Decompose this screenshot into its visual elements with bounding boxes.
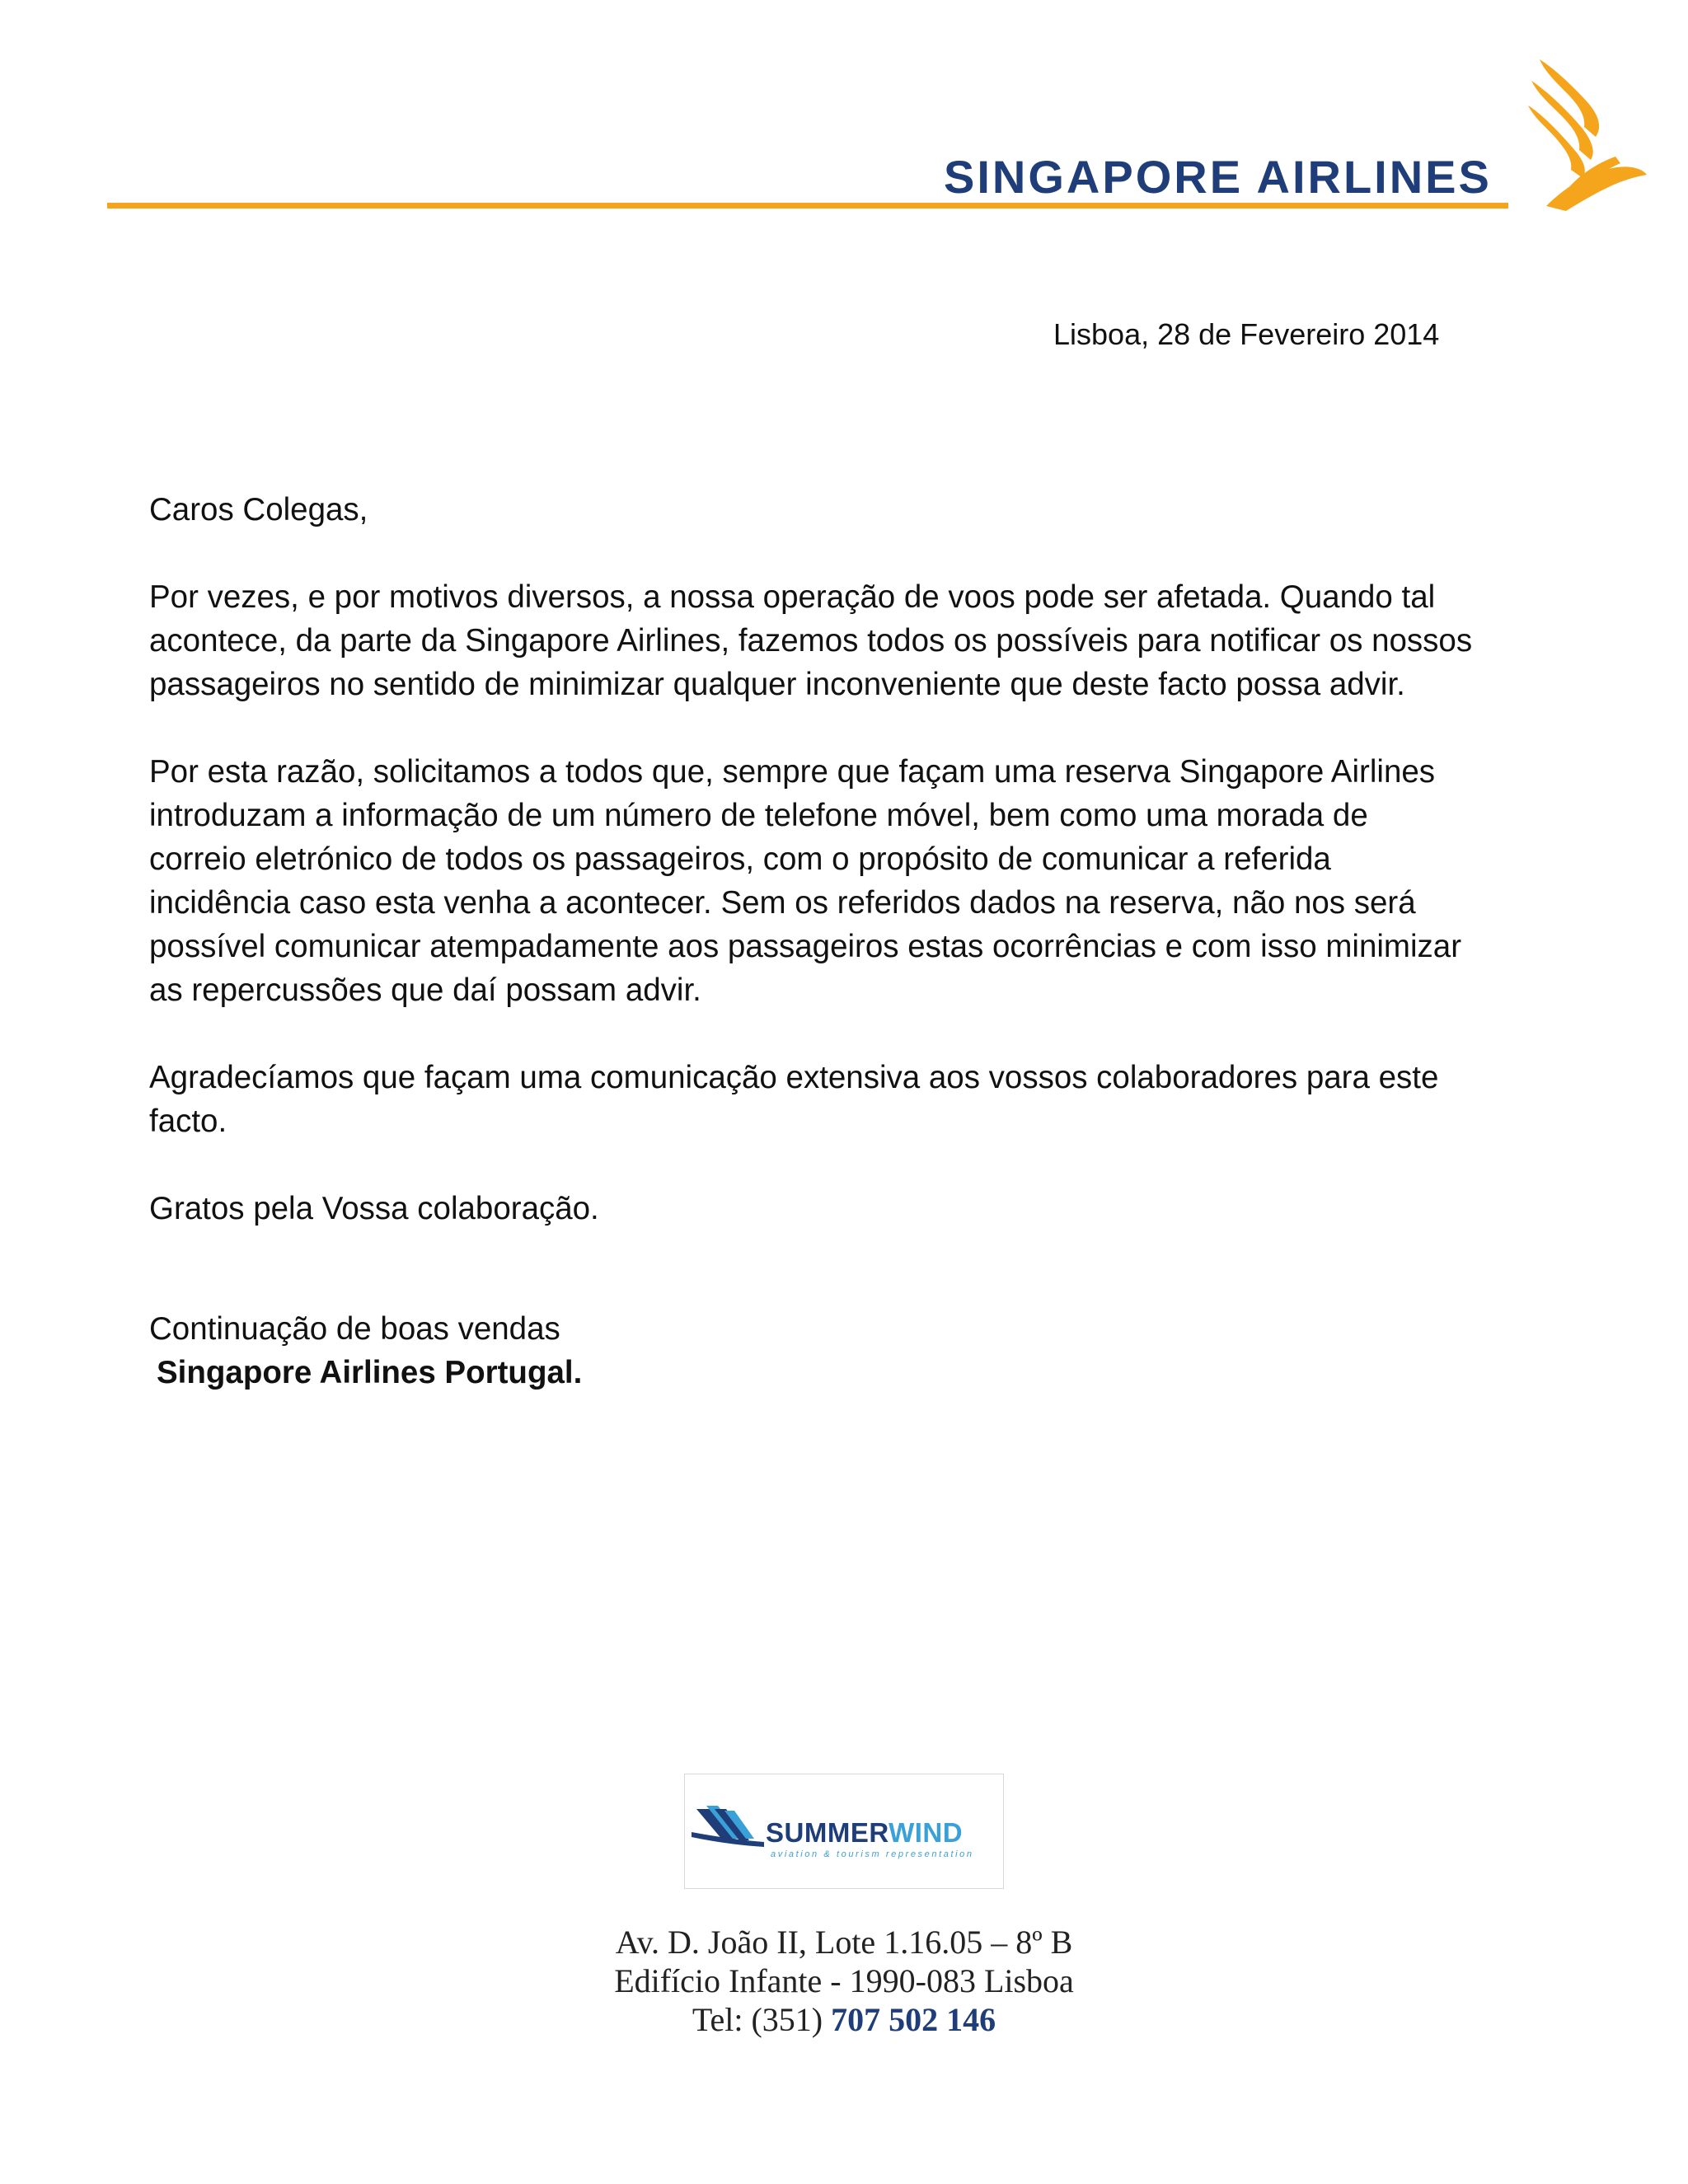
paragraph-line: Agradecíamos que façam uma comunicação extensiva aos vossos colaboradores para este [149,1060,1439,1095]
paragraph-line: introduzam a informação de um número de telefone móvel, bem como uma morada de [149,798,1368,833]
wind-text: WIND [889,1817,964,1848]
address-line-1: Av. D. João II, Lote 1.16.05 – 8º B [615,1924,1073,1961]
summer-text: SUMMER [766,1817,889,1848]
summerwind-tagline: aviation & tourism representation [771,1849,974,1859]
paragraph-3 [149,1056,1534,1143]
footer-address [0,1923,1688,2039]
paragraph-1 [149,575,1534,706]
header-rule [107,203,1508,209]
phone-prefix: Tel: (351) [692,2001,832,2038]
summerwind-logo-graphic [685,1774,1003,1888]
summerwind-logo [684,1774,1004,1889]
letter-date: Lisboa, 28 de Fevereiro 2014 [1053,317,1440,351]
paragraph-line: as repercussões que daí possam advir. [149,972,701,1008]
paragraph-line: Por esta razão, solicitamos a todos que, sempre que façam uma reserva Singapore Airlines [149,754,1436,790]
paragraph-line: acontece, da parte da Singapore Airlines, fazemos todos os possíveis para notificar os nossos [149,623,1473,658]
closing-line: Continuação de boas vendas [149,1311,560,1347]
paragraph-line: passageiros no sentido de minimizar qualquer inconveniente que deste facto possa advir. [149,667,1405,702]
thanks-line: Gratos pela Vossa colaboração. [149,1191,599,1226]
bird-icon [1517,51,1648,216]
paragraph-line: correio eletrónico de todos os passageiros, com o propósito de comunicar a referida [149,841,1331,877]
summerwind-wordmark [766,1817,963,1848]
phone-number: 707 502 146 [831,2001,996,2038]
signature-company: Singapore Airlines Portugal. [157,1355,583,1390]
paragraph-2 [149,750,1534,1012]
phone-line [0,2000,1688,2039]
paragraph-line: facto. [149,1104,227,1139]
paragraph-line: possível comunicar atempadamente aos passageiros estas ocorrências e com isso minimizar [149,929,1462,964]
paragraph-line: Por vezes, e por motivos diversos, a nossa operação de voos pode ser afetada. Quando tal [149,579,1436,615]
wing-icon [692,1806,764,1847]
address-line-2: Edifício Infante - 1990-083 Lisboa [614,1962,1074,1999]
brand-wordmark: SINGAPORE AIRLINES [944,151,1492,203]
letter-body [149,488,1534,1394]
paragraph-line: incidência caso esta venha a acontecer. Sem os referidos dados na reserva, não nos será [149,885,1416,921]
letterhead [0,0,1688,231]
salutation: Caros Colegas, [149,492,368,527]
spacer [149,1230,1534,1263]
